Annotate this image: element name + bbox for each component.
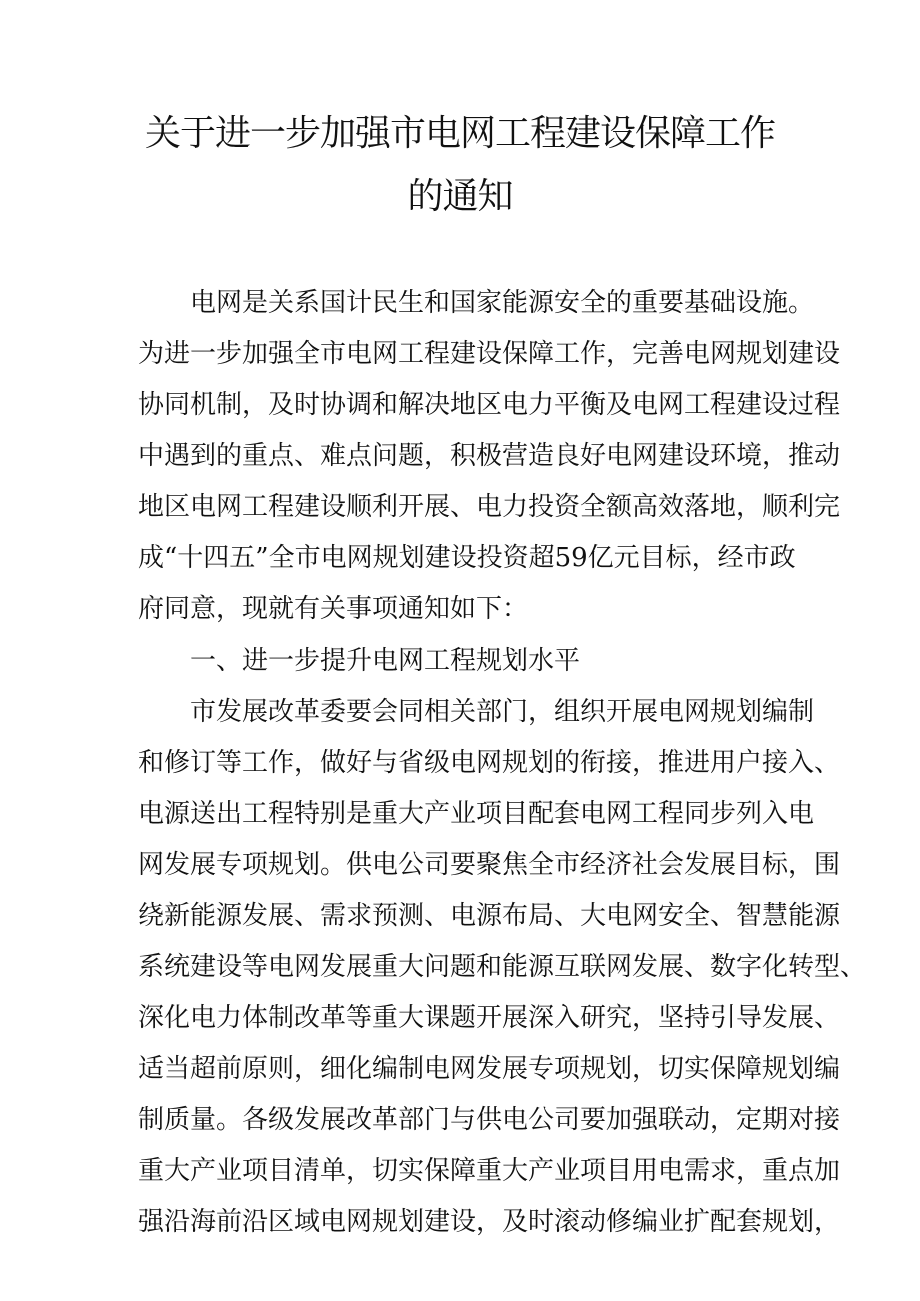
paragraph-2-line-3: 电源送出工程特别是重大产业项目配套电网工程同步列入电 — [138, 799, 815, 829]
paragraph-1-line-1: 电网是关系国计民生和国家能源安全的重要基础设施。 — [190, 288, 815, 318]
section-heading-1: 一、进一步提升电网工程规划水平 — [190, 646, 581, 676]
paragraph-1-line-5: 地区电网工程建设顺利开展、电力投资全额高效落地，顺利完 — [138, 492, 841, 522]
document-title-line-2: 的通知 — [407, 176, 513, 217]
paragraph-1-line-6: 成“十四五”全市电网规划建设投资超59亿元目标，经市政 — [138, 543, 796, 573]
paragraph-2-line-10: 重大产业项目清单，切实保障重大产业项目用电需求，重点加 — [138, 1156, 841, 1186]
paragraph-2-line-6: 系统建设等电网发展重大问题和能源互联网发展、数字化转型、 — [138, 952, 867, 982]
paragraph-2-line-4: 网发展专项规划。供电公司要聚焦全市经济社会发展目标，围 — [138, 850, 841, 880]
paragraph-2-line-8: 适当超前原则，细化编制电网发展专项规划，切实保障规划编 — [138, 1054, 841, 1084]
paragraph-2-line-1: 市发展改革委要会同相关部门，组织开展电网规划编制 — [190, 697, 815, 727]
paragraph-2-line-9: 制质量。各级发展改革部门与供电公司要加强联动，定期对接 — [138, 1105, 841, 1135]
paragraph-1-line-2: 为进一步加强全市电网工程建设保障工作，完善电网规划建设 — [138, 339, 841, 369]
paragraph-2-line-11: 强沿海前沿区域电网规划建设，及时滚动修编业扩配套规划， — [138, 1207, 841, 1237]
paragraph-1-line-3: 协同机制，及时协调和解决地区电力平衡及电网工程建设过程 — [138, 390, 841, 420]
paragraph-2-line-5: 绕新能源发展、需求预测、电源布局、大电网安全、智慧能源 — [138, 901, 841, 931]
document-title-line-1: 关于进一步加强市电网工程建设保障工作 — [144, 113, 775, 154]
paragraph-1-line-4: 中遇到的重点、难点问题，积极营造良好电网建设环境，推动 — [138, 441, 841, 471]
paragraph-1-line-7: 府同意，现就有关事项通知如下： — [138, 594, 529, 624]
paragraph-2-line-2: 和修订等工作，做好与省级电网规划的衔接，推进用户接入、 — [138, 748, 841, 778]
paragraph-2-line-7: 深化电力体制改革等重大课题开展深入研究，坚持引导发展、 — [138, 1003, 841, 1033]
